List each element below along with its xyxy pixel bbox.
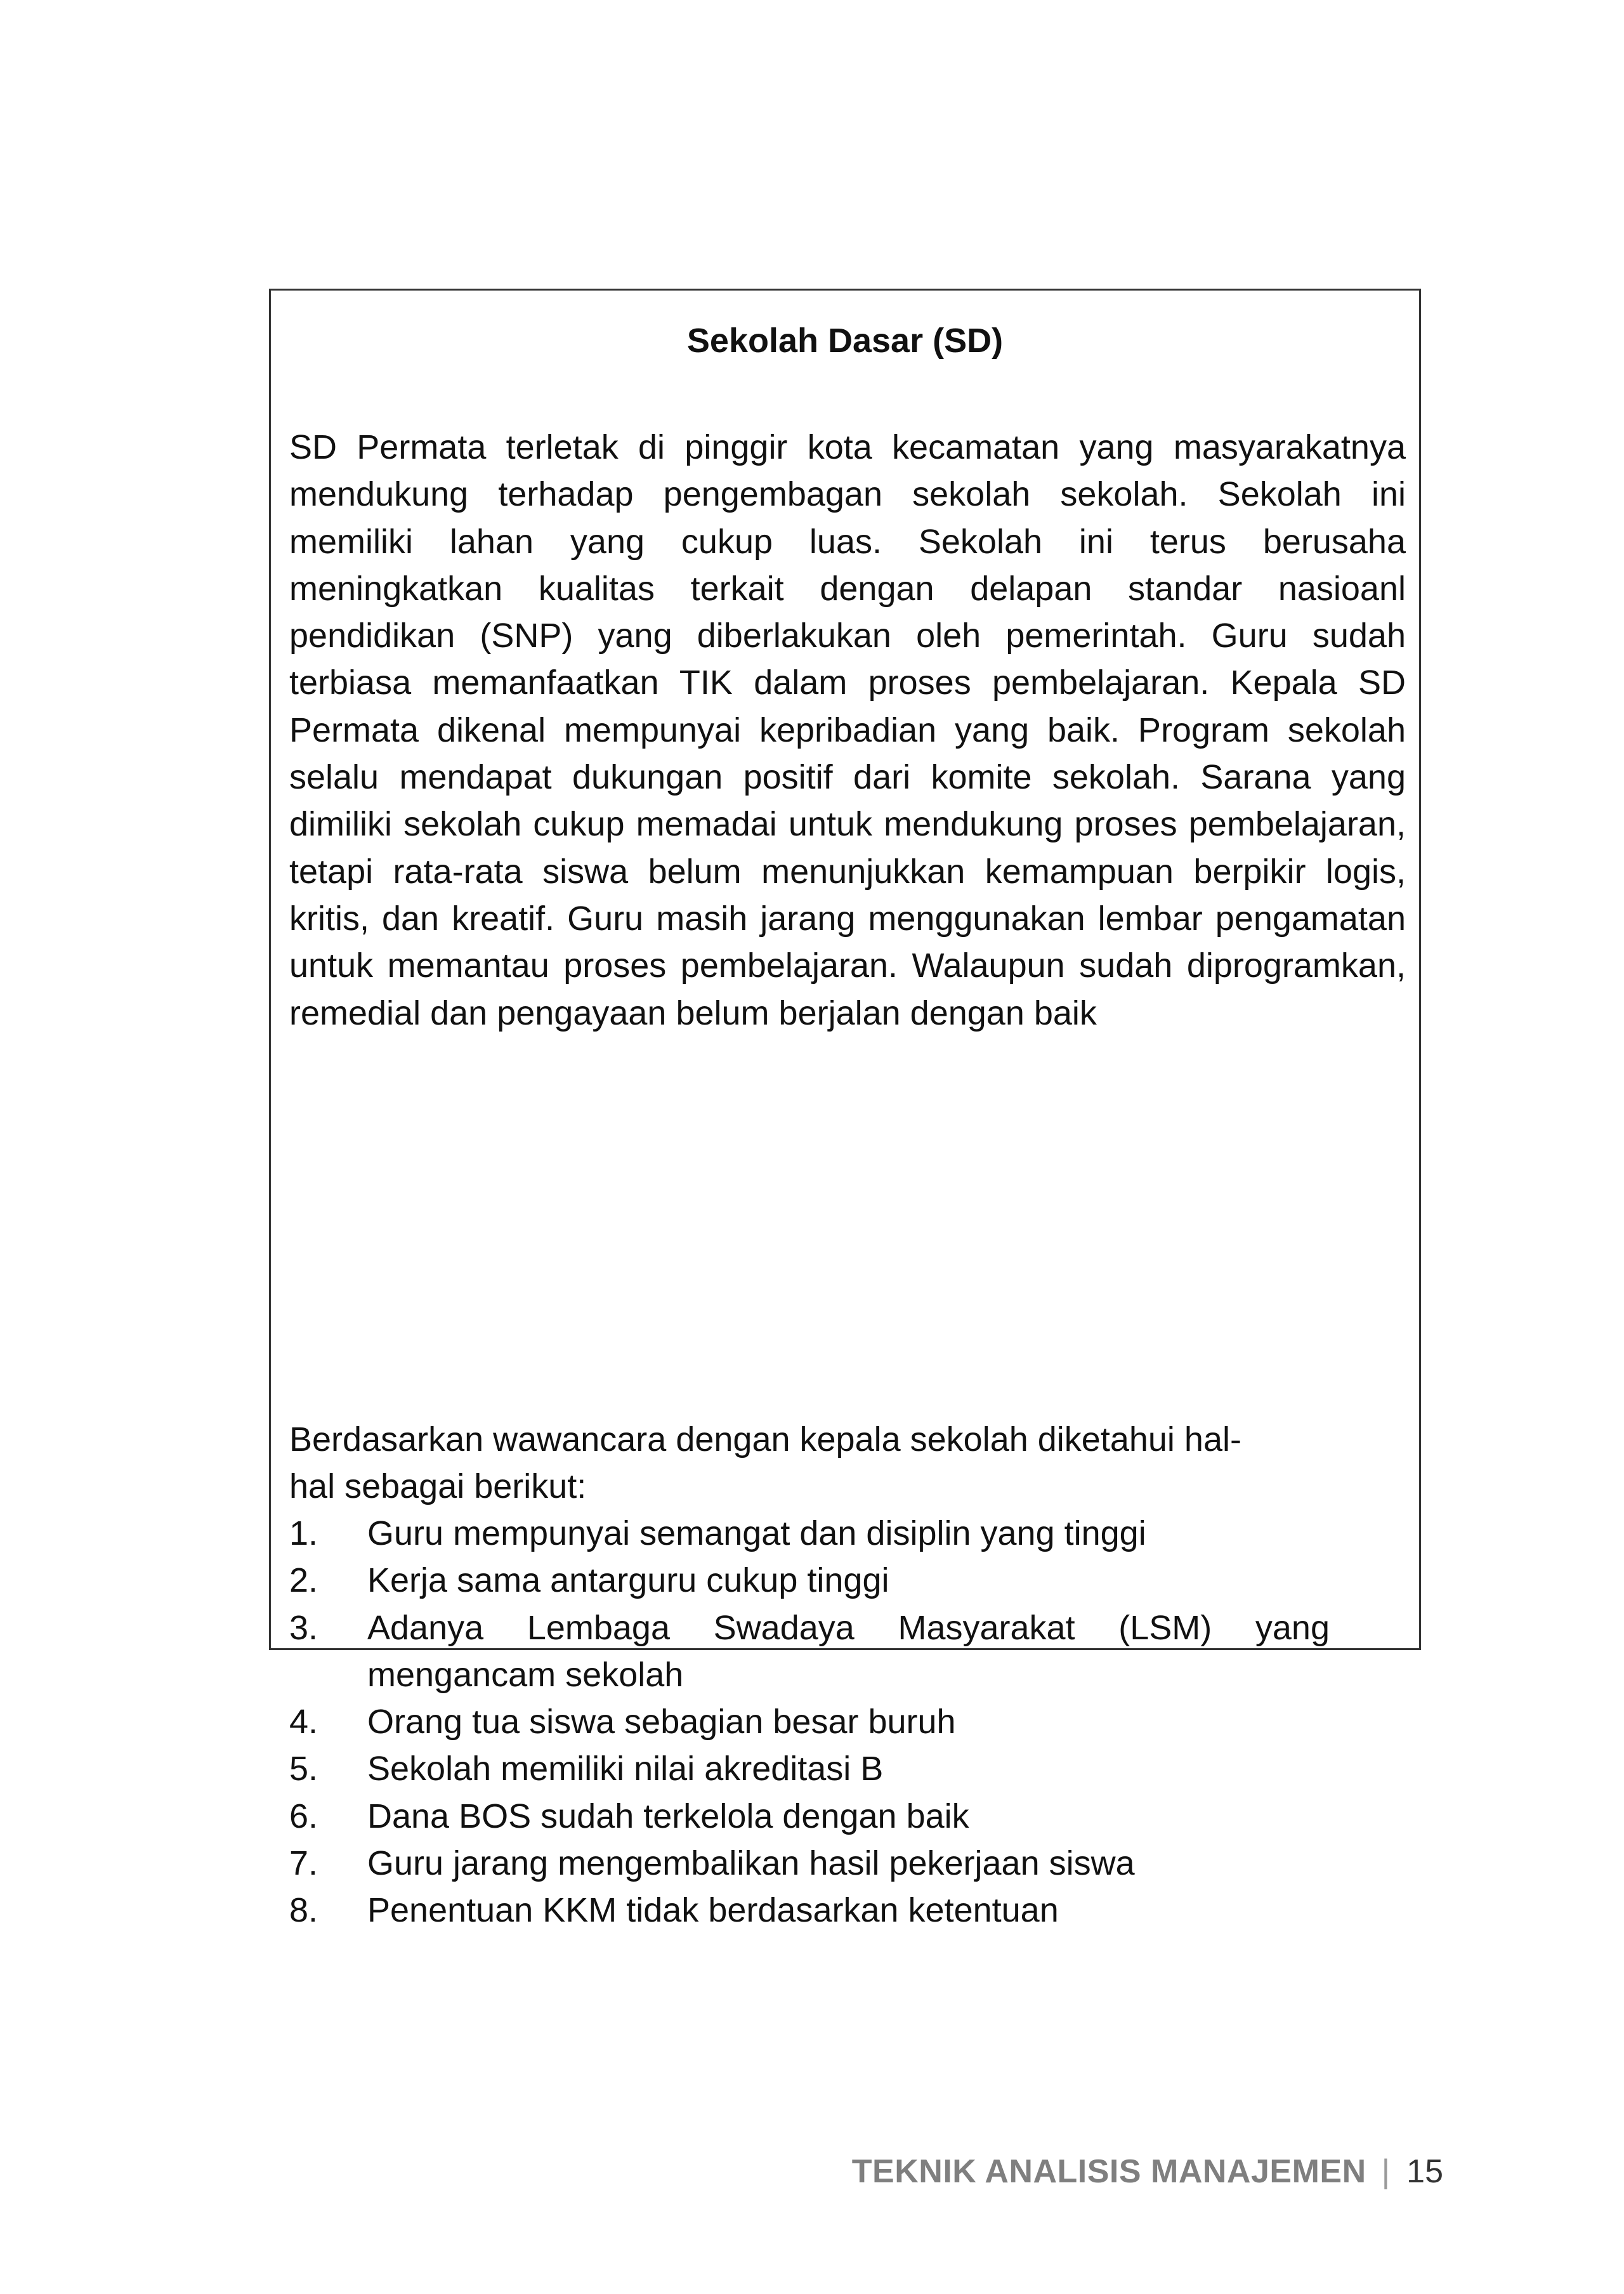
interview-facts-list xyxy=(289,1510,1330,1934)
list-item-number: 4. xyxy=(289,1703,318,1741)
list-item-number: 3. xyxy=(289,1608,318,1647)
case-study-box xyxy=(269,289,1421,1930)
page-footer xyxy=(852,2149,1443,2194)
list-item-text: Kerja sama antarguru cukup tinggi xyxy=(367,1561,889,1600)
list-item-text: Guru jarang mengembalikan hasil pekerjaan siswa xyxy=(367,1844,1135,1883)
list-item-text: Penentuan KKM tidak berdasarkan ketentuan xyxy=(367,1891,1059,1930)
list-item-text: Dana BOS sudah terkelola dengan baik xyxy=(367,1797,969,1835)
footer-separator: | xyxy=(1381,2153,1391,2190)
list-item xyxy=(289,1557,1330,1604)
list-item xyxy=(289,1510,1330,1557)
list-item-number: 1. xyxy=(289,1514,318,1552)
list-item xyxy=(289,1745,1330,1792)
list-item-text: Orang tua siswa sebagian besar buruh xyxy=(367,1703,956,1741)
list-item-text: Adanya Lembaga Swadaya Masyarakat (LSM) yang xyxy=(367,1608,1330,1647)
list-item-number: 5. xyxy=(289,1750,318,1788)
interview-intro-line-2: hal sebagai berikut: xyxy=(289,1467,587,1505)
page-number: 15 xyxy=(1406,2153,1443,2190)
list-item-number: 2. xyxy=(289,1561,318,1600)
list-item-number: 8. xyxy=(289,1891,318,1930)
list-item xyxy=(289,1604,1330,1699)
list-item-text: Sekolah memiliki nilai akreditasi B xyxy=(367,1750,884,1788)
footer-book-title: TEKNIK ANALISIS MANAJEMEN xyxy=(851,2153,1366,2190)
list-item xyxy=(289,1793,1330,1840)
list-item xyxy=(289,1698,1330,1745)
list-item-text: Guru mempunyai semangat dan disiplin yang tinggi xyxy=(367,1514,1146,1552)
list-item xyxy=(289,1887,1330,1934)
list-item-number: 7. xyxy=(289,1844,318,1883)
interview-intro-line-1: Berdasarkan wawancara dengan kepala sekolah diketahui hal- xyxy=(289,1420,1241,1458)
list-item-number: 6. xyxy=(289,1797,318,1835)
list-item-text-continued: mengancam sekolah xyxy=(367,1655,684,1694)
case-paragraph: SD Permata terletak di pinggir kota kecamatan yang masyarakatnya mendukung terhadap pengembagan sekolah sekolah. Sekolah ini memiliki lahan yang cukup luas. Sekolah ini terus berusaha meningkatkan kualitas terkait dengan delapan standar nasioanl pendidikan (SNP) yang diberlakukan oleh pemerintah. Guru sudah terbiasa memanfaatkan TIK dalam proses pembelajaran. Kepala SD Permata dikenal mempunyai kepribadian yang baik. Program sekolah selalu mendapat dukungan positif dari komite sekolah. Sarana yang dimiliki sekolah cukup memadai untuk mendukung proses pembelajaran, tetapi rata-rata siswa belum menunjukkan kemampuan berpikir logis, kritis, dan kreatif. Guru masih jarang menggunakan lembar pengamatan untuk memantau proses pembelajaran. Walaupun sudah diprogramkan, remedial dan pengayaan belum berjalan dengan baik xyxy=(289,428,1406,1032)
case-title: Sekolah Dasar (SD) xyxy=(686,322,1004,360)
list-item xyxy=(289,1840,1330,1887)
